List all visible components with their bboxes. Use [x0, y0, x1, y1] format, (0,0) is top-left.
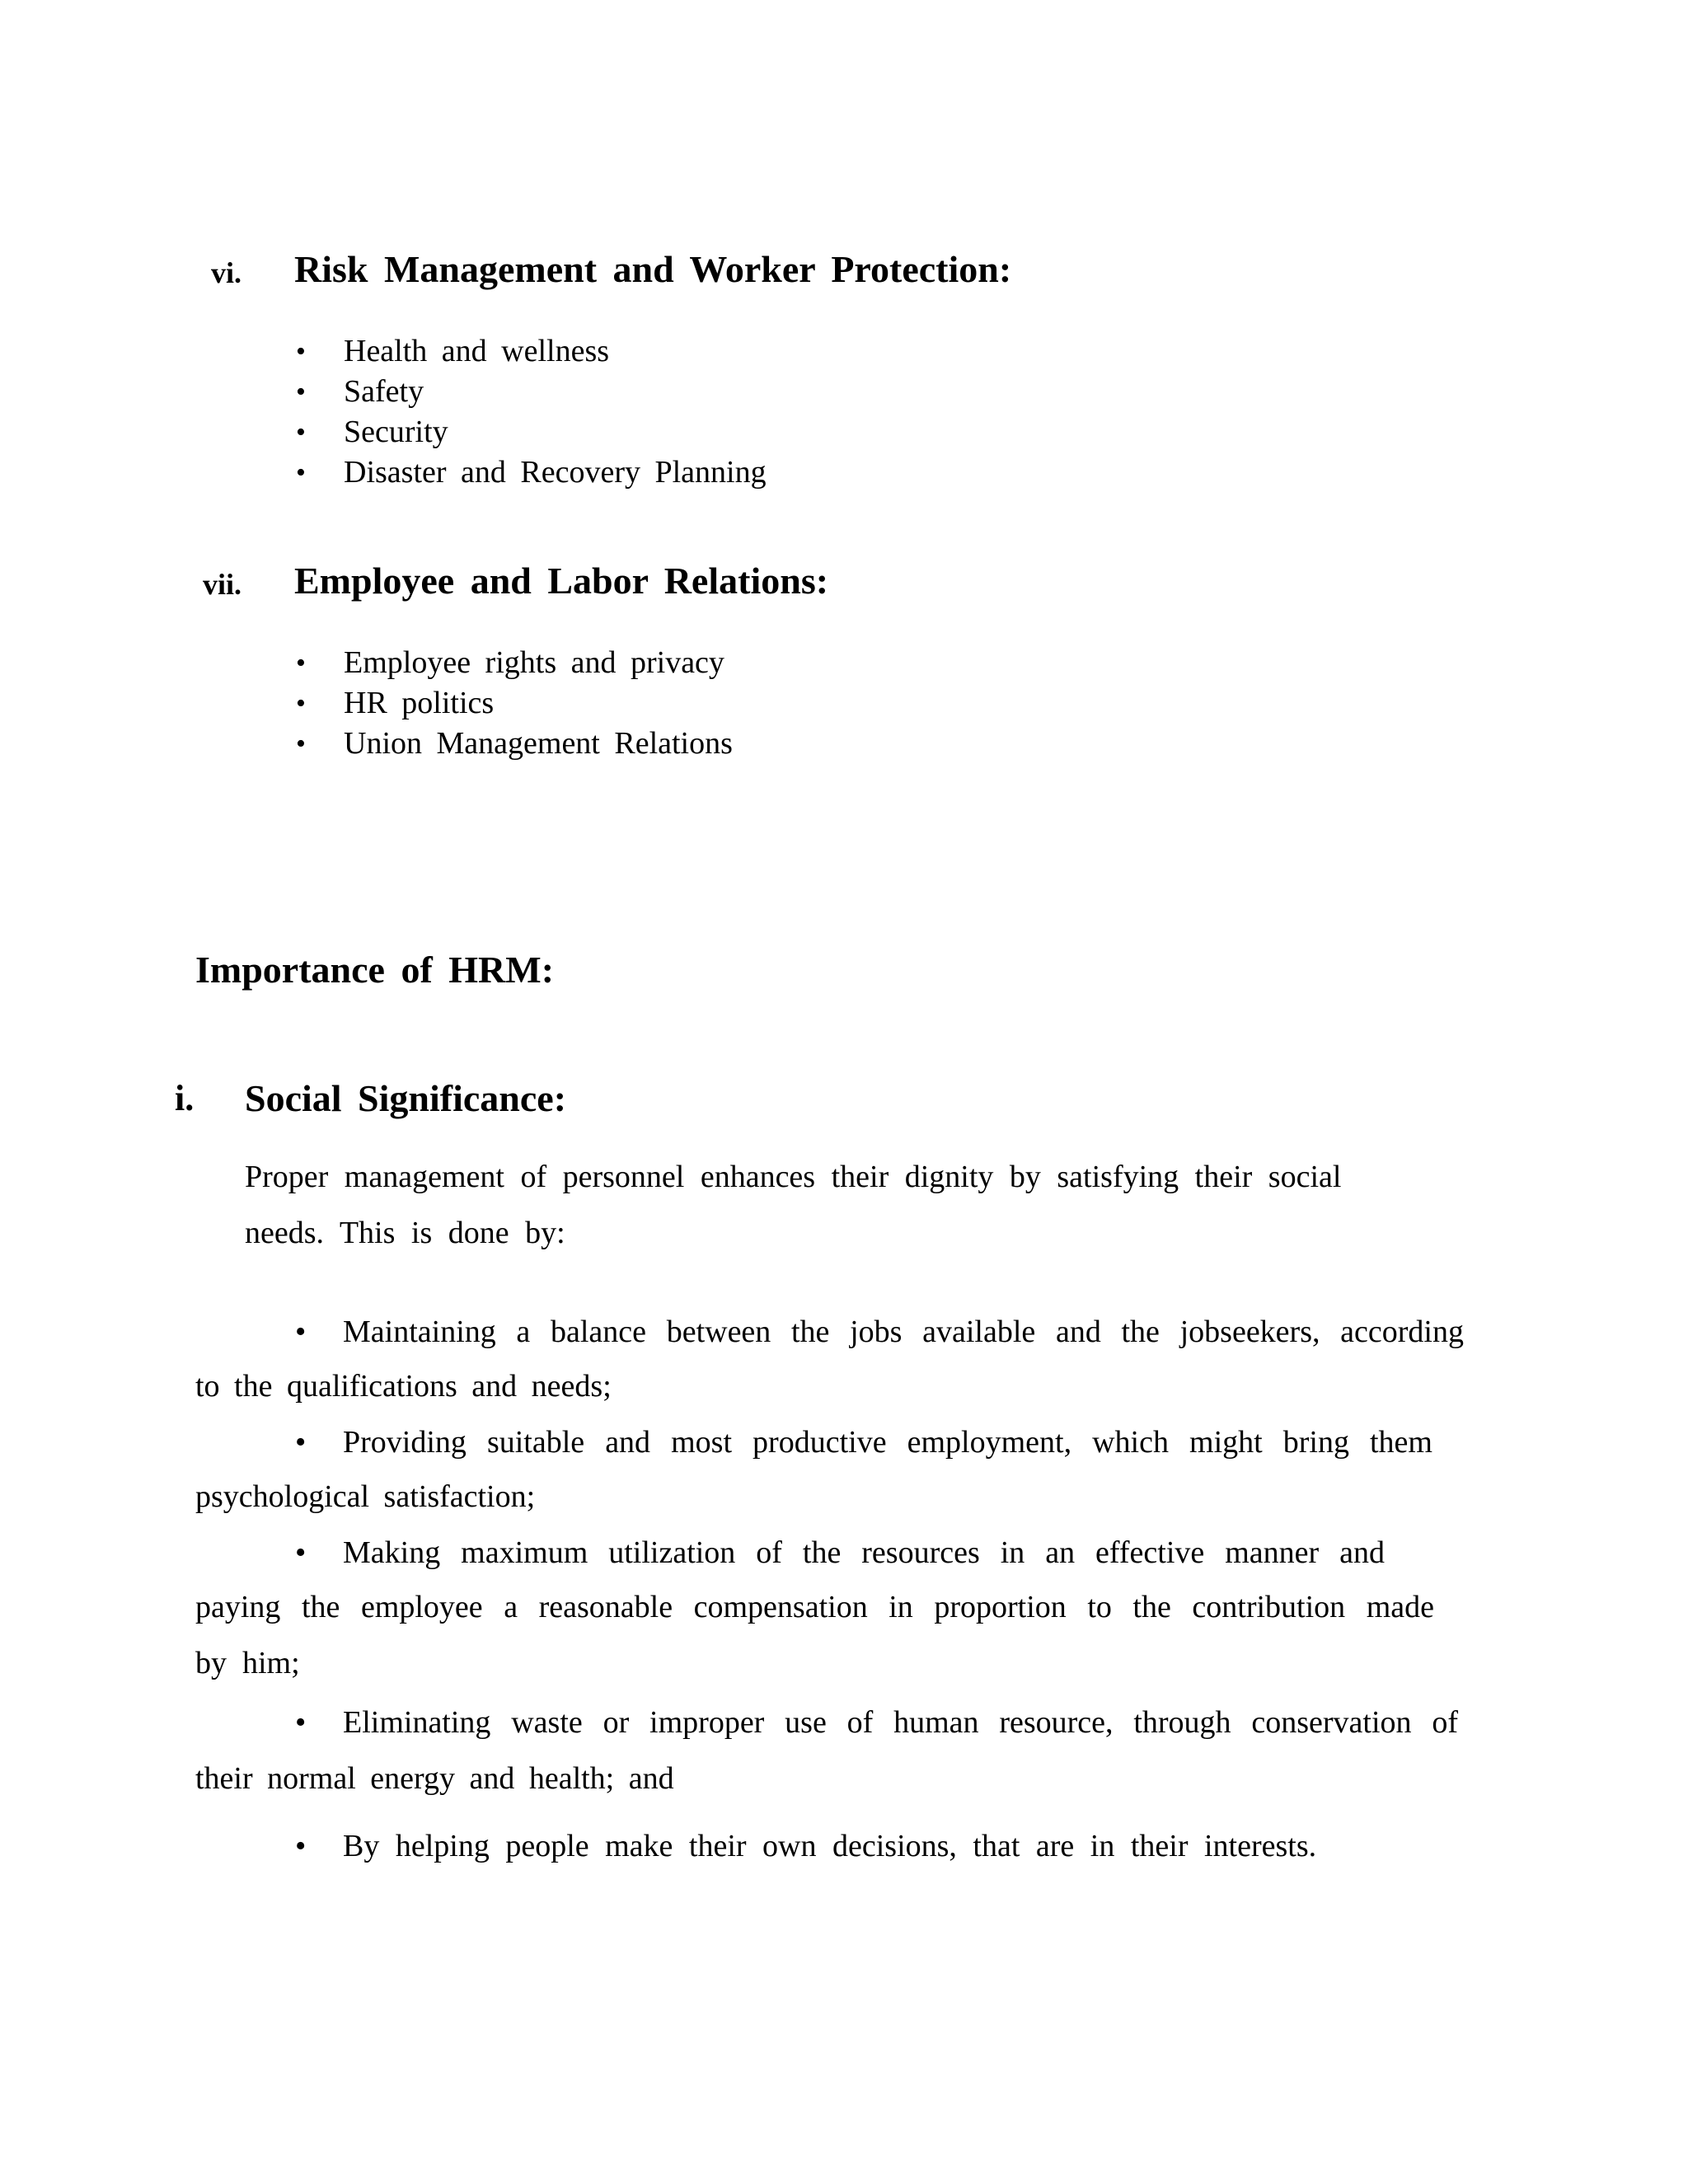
- labor-relations-list: [294, 643, 733, 764]
- list-item: • Health and wellness: [294, 331, 767, 372]
- point-4-line-1: Eliminating waste or improper use of human resource, through conservation of: [343, 1705, 1458, 1740]
- section-number-vi: vi.: [211, 256, 242, 289]
- section-number-vii: vii.: [203, 568, 242, 601]
- bullet-icon: •: [296, 457, 306, 488]
- point-4-line-2: their normal energy and health; and: [195, 1761, 674, 1796]
- point-3-line-3: by him;: [195, 1646, 300, 1680]
- point-3-line-2: paying the employee a reasonable compensation in proportion to the contribution made: [195, 1590, 1434, 1624]
- list-item: • Security: [294, 412, 767, 452]
- point-1-line-2: to the qualifications and needs;: [195, 1369, 612, 1404]
- section-title-risk-management: Risk Management and Worker Protection:: [294, 248, 1012, 290]
- subsection-number-i: i.: [175, 1078, 195, 1118]
- list-item: • Employee rights and privacy: [294, 643, 733, 683]
- risk-management-list: [294, 331, 767, 493]
- bullet-icon: •: [296, 648, 306, 678]
- list-item: • HR politics: [294, 683, 733, 724]
- point-2-line-1: Providing suitable and most productive employment, which might bring them: [343, 1425, 1432, 1460]
- bullet-icon: •: [296, 417, 306, 448]
- point-5-line-1: By helping people make their own decisions, that are in their interests.: [343, 1829, 1317, 1863]
- bullet-icon: •: [296, 688, 306, 719]
- point-3-line-1: Making maximum utilization of the resources in an effective manner and: [343, 1535, 1385, 1570]
- bullet-icon: •: [295, 1829, 307, 1863]
- intro-paragraph-line-1: Proper management of personnel enhances their dignity by satisfying their social: [245, 1160, 1342, 1194]
- list-item: • Union Management Relations: [294, 724, 733, 764]
- bullet-icon: •: [295, 1425, 307, 1460]
- point-1-line-1: Maintaining a balance between the jobs available and the jobseekers, according: [343, 1315, 1464, 1349]
- heading-importance-of-hrm: Importance of HRM:: [195, 949, 555, 991]
- bullet-icon: •: [295, 1535, 307, 1570]
- intro-paragraph-line-2: needs. This is done by:: [245, 1216, 565, 1250]
- point-2-line-2: psychological satisfaction;: [195, 1479, 536, 1514]
- bullet-icon: •: [295, 1705, 307, 1740]
- bullet-icon: •: [296, 729, 306, 759]
- section-title-labor-relations: Employee and Labor Relations:: [294, 560, 829, 602]
- list-item: • Safety: [294, 372, 767, 412]
- bullet-icon: •: [296, 377, 306, 407]
- list-item: • Disaster and Recovery Planning: [294, 452, 767, 493]
- bullet-icon: •: [295, 1315, 307, 1349]
- subsection-title-social-significance: Social Significance:: [245, 1077, 567, 1119]
- bullet-icon: •: [296, 336, 306, 367]
